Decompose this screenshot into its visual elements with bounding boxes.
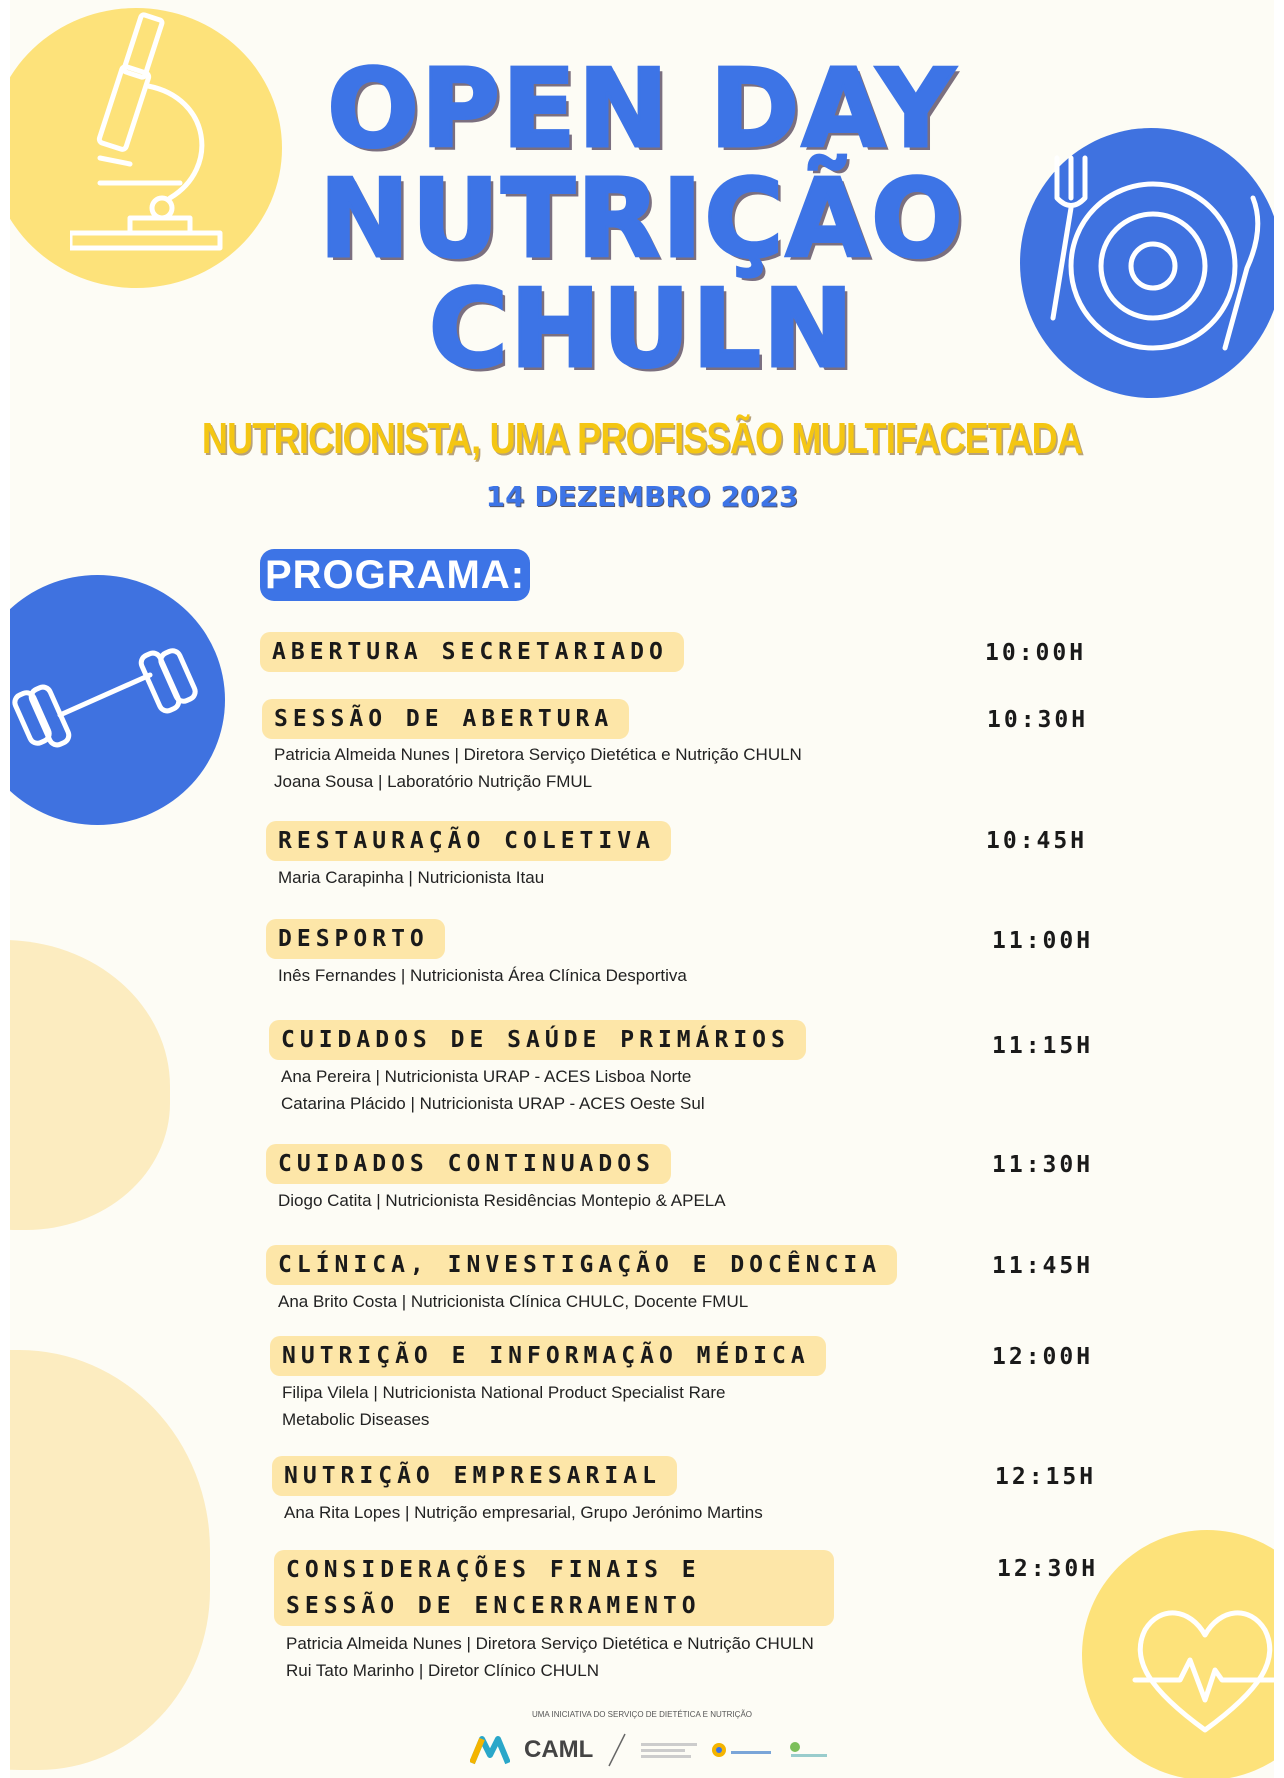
speaker: Ana Pereira | Nutricionista URAP - ACES Lisboa Norte bbox=[281, 1067, 692, 1086]
speaker: Patricia Almeida Nunes | Diretora Serviço Dietética e Nutrição CHULN bbox=[286, 1634, 814, 1653]
item-title: NUTRIÇÃO EMPRESARIAL bbox=[272, 1456, 677, 1496]
program-item bbox=[270, 1336, 826, 1433]
santa-maria-logo-icon bbox=[711, 1739, 775, 1761]
item-time: 11:15H bbox=[992, 1033, 1094, 1059]
caml-logo-icon bbox=[470, 1735, 510, 1765]
item-title: DESPORTO bbox=[266, 919, 445, 959]
title-line-2: NUTRIÇÃO bbox=[319, 157, 965, 282]
item-time: 12:30H bbox=[997, 1556, 1099, 1582]
speaker: Joana Sousa | Laboratório Nutrição FMUL bbox=[274, 772, 593, 791]
title-line-3: CHULN bbox=[428, 267, 856, 392]
item-title: SESSÃO DE ABERTURA bbox=[262, 699, 629, 739]
speaker: Ana Brito Costa | Nutricionista Clínica CHULC, Docente FMUL bbox=[278, 1292, 749, 1311]
speaker: Catarina Plácido | Nutricionista URAP - ACES Oeste Sul bbox=[281, 1094, 705, 1113]
heart-pulse-icon bbox=[1130, 1600, 1274, 1740]
speaker: Metabolic Diseases bbox=[282, 1410, 430, 1429]
speaker: Inês Fernandes | Nutricionista Área Clínica Desportiva bbox=[278, 966, 687, 985]
program-item bbox=[262, 699, 802, 795]
title-line-1: OPEN DAY bbox=[327, 47, 957, 172]
item-time: 11:30H bbox=[992, 1152, 1094, 1178]
decorative-blob bbox=[10, 940, 170, 1230]
speaker: Maria Carapinha | Nutricionista Itau bbox=[278, 868, 545, 887]
speaker: Filipa Vilela | Nutricionista National Product Specialist Rare bbox=[282, 1383, 726, 1402]
program-item bbox=[266, 1144, 726, 1214]
program-item bbox=[266, 821, 671, 891]
item-time: 12:00H bbox=[992, 1344, 1094, 1370]
speaker: Ana Rita Lopes | Nutrição empresarial, Grupo Jerónimo Martins bbox=[284, 1503, 763, 1522]
item-title: CUIDADOS CONTINUADOS bbox=[266, 1144, 671, 1184]
programa-heading: PROGRAMA: bbox=[260, 549, 530, 601]
item-title: NUTRIÇÃO E INFORMAÇÃO MÉDICA bbox=[270, 1336, 826, 1376]
program-item bbox=[260, 632, 684, 672]
divider-icon bbox=[607, 1732, 627, 1768]
item-time: 11:00H bbox=[992, 928, 1094, 954]
subtitle: NUTRICIONISTA, UMA PROFISSÃO MULTIFACETADA bbox=[201, 414, 1083, 463]
footer-logos bbox=[470, 1730, 829, 1770]
footer-note: UMA INICIATIVA DO SERVIÇO DE DIETÉTICA E NUTRIÇÃO bbox=[531, 1710, 753, 1719]
item-title: CONSIDERAÇÕES FINAIS E SESSÃO DE ENCERRAMENTO bbox=[274, 1550, 834, 1626]
program-item bbox=[272, 1456, 763, 1526]
item-time: 10:00H bbox=[985, 640, 1087, 666]
event-date: 14 DEZEMBRO 2023 bbox=[485, 480, 799, 513]
speaker: Patricia Almeida Nunes | Diretora Serviço Dietética e Nutrição CHULN bbox=[274, 745, 802, 764]
speaker: Rui Tato Marinho | Diretor Clínico CHULN bbox=[286, 1661, 600, 1680]
dumbbell-icon bbox=[10, 630, 210, 760]
pulido-logo-icon bbox=[789, 1739, 829, 1761]
speaker: Diogo Catita | Nutricionista Residências Montepio & APELA bbox=[278, 1191, 726, 1210]
item-time: 12:15H bbox=[995, 1464, 1097, 1490]
item-title: CLÍNICA, INVESTIGAÇÃO E DOCÊNCIA bbox=[266, 1245, 897, 1285]
item-title: CUIDADOS DE SAÚDE PRIMÁRIOS bbox=[269, 1020, 806, 1060]
partner-logo-icon bbox=[641, 1739, 697, 1761]
item-time: 10:45H bbox=[986, 828, 1088, 854]
program-item bbox=[266, 919, 687, 989]
item-title: RESTAURAÇÃO COLETIVA bbox=[266, 821, 671, 861]
item-title: ABERTURA SECRETARIADO bbox=[260, 632, 684, 672]
poster bbox=[10, 0, 1274, 1778]
caml-logo-text: CAML bbox=[524, 1736, 594, 1763]
program-item bbox=[266, 1245, 897, 1315]
item-time: 11:45H bbox=[992, 1253, 1094, 1279]
program-item bbox=[269, 1020, 806, 1117]
item-time: 10:30H bbox=[987, 707, 1089, 733]
program-item bbox=[274, 1550, 834, 1684]
decorative-blob bbox=[10, 1350, 210, 1770]
